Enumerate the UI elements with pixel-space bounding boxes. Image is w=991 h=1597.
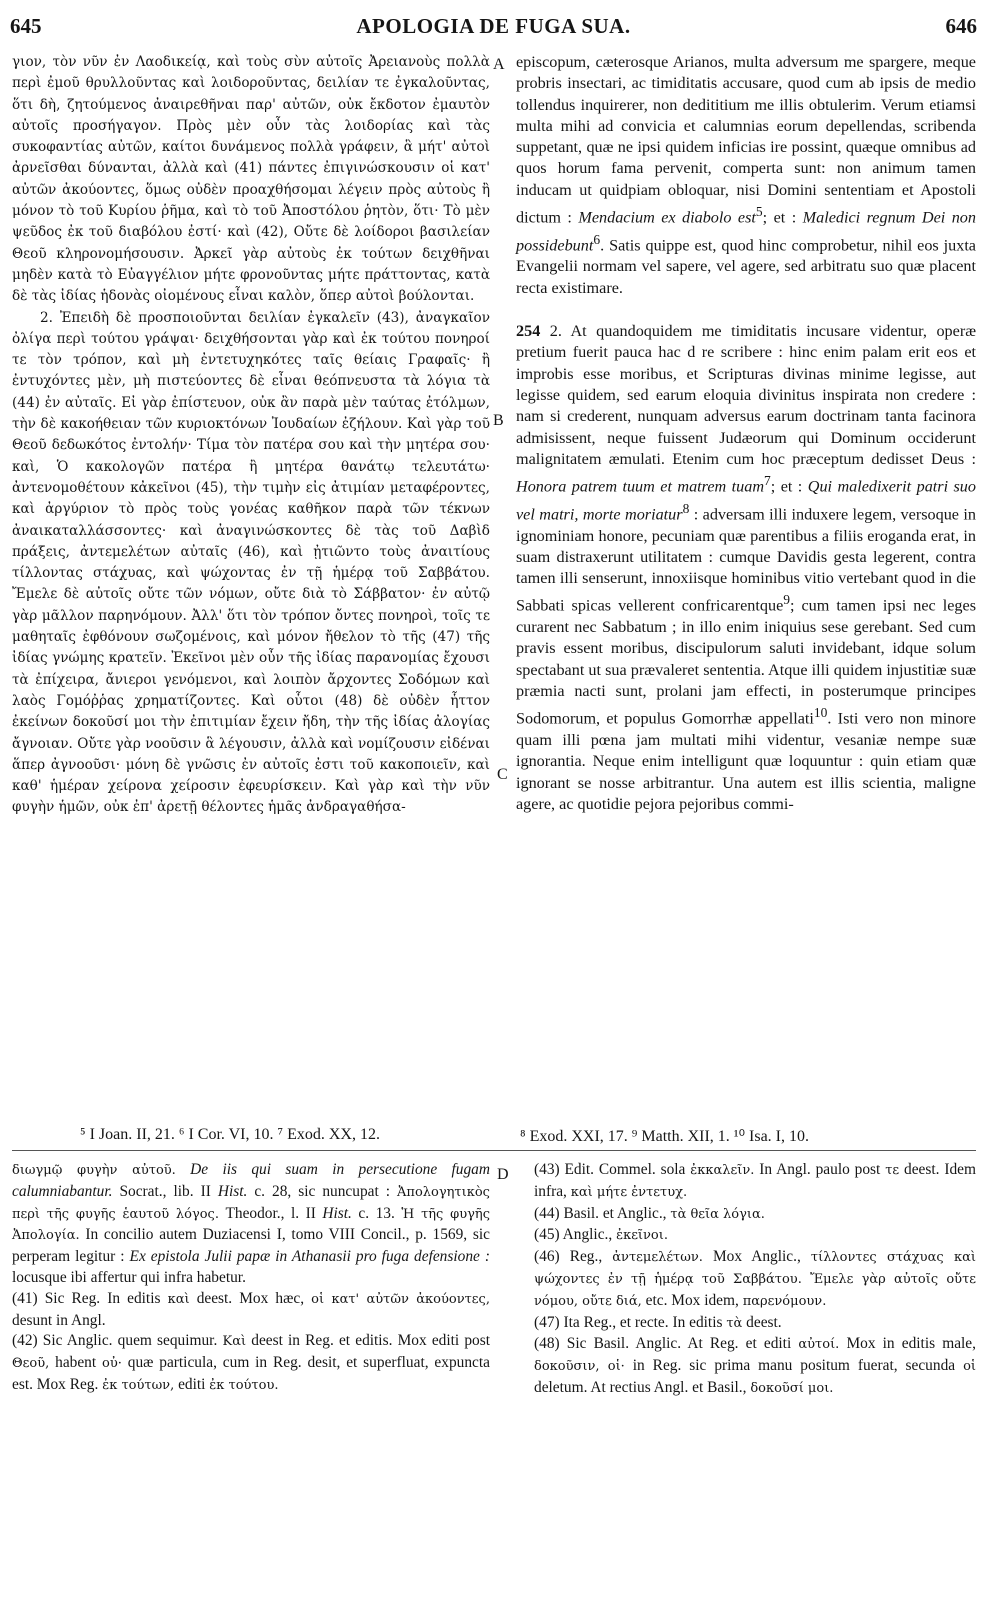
note-48 (534, 1334, 976, 1399)
note-text: locusque ibi affertur qui infra habetur. (12, 1268, 246, 1286)
greek-fragment: οὐ· (102, 1356, 122, 1372)
note-text: (42) Sic Anglic. quem sequimur. (12, 1332, 218, 1350)
greek-fragment: τὰ θεῖα λόγια. (670, 1206, 765, 1222)
note-text: (48) Sic Basil. Anglic. At Reg. et editi (534, 1335, 792, 1353)
greek-fragment: Θεοῦ, (12, 1356, 50, 1372)
footnote-ref: 5 (755, 204, 763, 220)
greek-paragraph-1: γιον, τὸν νῦν ἐν Λαοδικείᾳ, καὶ τοὺς σὺν αὐτοῖς Ἀρειανοὺς πολλὰ περὶ ἐμοῦ θρυλλοῦντας καὶ λοιδοροῦντας, δειλίαν τε ἐγκαλοῦντας, ὅτι δὴ, ζητούμενος ἀναιρεθῆναι παρ' αὐτῶν, οὐκ ἔκδοτον ἐμαυτὸν αὐτοῖς προσήγαγον. Πρὸς μὲν οὖν τὰς λοιδορίας καὶ τὰς συκοφαντίας αὐτῶν, καίτοι δυνάμενος πολλὰ γράφειν, ἃ μήτ' αὐτοὶ ἀρνεῖσθαι δύνανται, ἀλλὰ καὶ (41) πάντες ἐπιγινώσκουσιν οἱ κατ' αὐτῶν ἀκούοντες, ὅμως οὐδὲν προαχθήσομαι λέγειν πρὸς αὐτοὺς ἢ μόνον τὸ τοῦ Κυρίου ῥῆμα, καὶ τὸ τοῦ Ἀποστόλου ῥητὸν, ὅτι· Τὸ μὲν ψεῦδος ἐκ τοῦ διαβόλου ἐστί· καὶ (42), Οὔτε δὲ λοίδοροι βασιλείαν Θεοῦ κληρονομήσουσιν. Ἀρκεῖ γὰρ αὐτοὺς ἐκ τούτων δειχθῆναι μηδὲν κατὰ τὸ Εὐαγγέλιον μήτε φρονοῦντας μήτε πράττοντας, κατὰ δὲ τὰς ἰδίας ἡδονὰς οἰομένους εἶναι καλὸν, ὅπερ αὐτοὶ βούλονται. (12, 54, 490, 305)
greek-fragment: δοκοῦσιν, οἱ· (534, 1359, 625, 1375)
margin-letter-d: D (497, 1166, 509, 1183)
note-text: c. 28, sic nuncupat : (254, 1182, 391, 1200)
greek-fragment: Καὶ (222, 1334, 247, 1350)
greek-fragment: τίλλοντες στάχυας καὶ ψώχοντες ἐν τῇ ἡμέρᾳ τοῦ Σαββάτου. Ἔμελε γὰρ αὐτοῖς οὔτε νόμου, οὔτε διά, (534, 1250, 976, 1309)
note-text: in Reg. sic prima manu positum fuerat, secunda (632, 1357, 956, 1375)
footnote-ref: 7 (764, 473, 771, 489)
footnote-ref: 8 (682, 500, 690, 516)
notes-right-column (534, 1160, 976, 1400)
note-text: deest in Reg. et editis. Mox editi post (251, 1332, 490, 1350)
note-46 (534, 1247, 976, 1312)
page-number-right: 646 (945, 14, 977, 38)
note-title (12, 1160, 490, 1289)
greek-fragment: Ἡ τῆς φυγῆς Ἀπολογία. (12, 1206, 490, 1244)
running-title: APOLOGIA DE FUGA SUA. (356, 14, 631, 38)
latin-text: ; et : (770, 477, 803, 496)
note-text: (46) Reg., (534, 1248, 603, 1266)
greek-fragment: καὶ (167, 1291, 190, 1307)
note-text: Mox Anglic., (712, 1248, 801, 1266)
margin-letter-a: A (493, 56, 505, 73)
note-text: deest. (746, 1313, 782, 1331)
greek-text-column (12, 52, 490, 819)
note-text: quæ particula, cum in Reg. desit, et superfluat, expuncta est. Mox Reg. (12, 1354, 490, 1393)
greek-fragment: τὰ (726, 1315, 743, 1331)
footnote-ref: 9 (783, 592, 791, 608)
greek-fragment: ἐκ τούτων, (102, 1377, 175, 1393)
latin-text: . Satis quippe est, quod hinc comprobetur, nihil eos juxta Evangelii normam vel sapere, vel agere, sed arbitratu suo quæ placent recta existimare. (516, 236, 976, 297)
note-47 (534, 1313, 976, 1335)
latin-text: ; et : (762, 208, 797, 227)
note-text: (43) Edit. Commel. sola (534, 1161, 686, 1178)
margin-letter-c: C (497, 766, 508, 783)
note-text: habent (55, 1354, 97, 1372)
latin-text: 2. At quandoquidem me timiditatis incusare videntur, operæ pretium fuerit pauca hac d re scribere : hinc enim palam erit eos et improbis esse moribus, et Scripturas divinas minime legisse, aut legisse quidem, sed earum eloquia divinitus inspirata non credere : nam si crederent, nunquam adversus earum doctrinam tanta facinora admisissent, neque fuissent Judæorum qui Dominum occiderunt malignitatem æmulati. Etenim cum hoc præceptum dedisset Deus : (516, 322, 977, 468)
note-text: c. 13. (358, 1204, 395, 1222)
latin-text-column (516, 52, 976, 815)
latin-quote: Mendacium ex diabolo est (578, 208, 756, 227)
latin-text: episcopum, cæterosque Arianos, multa adversum me spargere, meque probris insectari, ac timiditatis accusare, quod cum ab ipsis de medio tollendus inquirerer, non dedititium me illis obtulerim. Verum etiamsi multa mihi ad convicia et calumnias eorum depellendas, scribenda suppetant, quæ ne ipsi quidem inficias ire possint, quæque omnibus ad quos horum fama pervenit, comperta sunt: non animum tamen inducam ut quidpiam obloquar, nisi Domini sententiam et Apostoli dictum : (516, 53, 976, 227)
note-text: etc. Mox idem, (645, 1291, 739, 1309)
note-text: In Angl. paulo post (759, 1161, 881, 1178)
note-italic: Hist. (322, 1204, 352, 1222)
greek-fragment: ἐκ τούτου. (209, 1377, 279, 1393)
note-italic: Ex epistola Julii papæ in Athanasii pro fuga defensione : (129, 1248, 490, 1266)
note-text: (41) Sic Reg. In editis (12, 1289, 161, 1307)
latin-text: . Isti vero non minore quam illi pœna jam multati mihi videntur, vesaniæ nempe suæ ignorantia. Neque enim intelligunt quæ loquuntur : quin etiam quæ ignorant se nosse arbitrantur. Una autem est illis scientia, maligne agere, ac quotidie pejora pejoribus commi- (516, 709, 976, 813)
note-text: (45) Anglic., (534, 1226, 613, 1244)
note-text: deletum. At rectius Angl. et Basil., (534, 1378, 747, 1396)
margin-letter-b: B (493, 412, 504, 429)
latin-text: : adversam illi induxere legem, versoque in ignominiam honore, pecuniam quæ parentibus a filiis eroganda erat, in suam distraxerunt utilitatem : cumque Davidis gesta legerent, contra tamen illi senserunt, innoxiisque hominibus vitio vertebant quod in die Sabbati spicas vellerent confricarentque (516, 505, 976, 615)
greek-fragment: οἱ (963, 1359, 976, 1375)
notes-left-column (12, 1160, 490, 1397)
greek-fragment: οἱ κατ' αὐτῶν ἀκούοντες, (311, 1291, 490, 1307)
note-italic: De iis qui suam in persecutione fugam calumniabantur. (12, 1161, 490, 1200)
greek-fragment: Ἀπολογητικὸς περὶ τῆς φυγῆς ἑαυτοῦ λόγος. (12, 1184, 490, 1222)
note-42 (12, 1331, 490, 1396)
note-text: deest. Mox hæc, (196, 1289, 305, 1307)
page-number-left: 645 (10, 14, 42, 38)
latin-quote: Maledici regnum Dei non possidebunt (516, 208, 976, 255)
note-text: Theodor., l. II (225, 1204, 316, 1222)
scripture-references-right: ⁸ Exod. XXI, 17. ⁹ Matth. XII, 1. ¹⁰ Isa. I, 10. (520, 1128, 809, 1145)
greek-fragment: διωγμῷ φυγὴν αὐτοῦ. (12, 1163, 176, 1178)
footnote-ref: 6 (593, 231, 601, 247)
latin-quote: Qui maledixerit patri suo vel matri, morte moriatur (516, 477, 976, 524)
section-number: 254 (516, 322, 541, 341)
note-45 (534, 1225, 976, 1247)
greek-fragment: ἐκκαλεῖν. (690, 1163, 755, 1178)
note-text: (44) Basil. et Anglic., (534, 1204, 667, 1222)
note-text: deest. Idem infra, (534, 1161, 976, 1200)
note-text: editi (178, 1375, 206, 1393)
latin-paragraph-1 (516, 52, 976, 299)
note-text: (47) Ita Reg., et recte. In editis (534, 1313, 723, 1331)
note-44 (534, 1204, 976, 1226)
greek-fragment: αὐτοί. (798, 1337, 840, 1353)
note-text: In concilio autem Duziacensi I, tomo VIII Concil., p. 1569, sic perperam legitur : (12, 1226, 490, 1266)
latin-text: ; cum tamen ipsi nec leges curarent nec Sabbatum ; in illo enim iniquius sese gerebant. Sed cum pravis essent moribus, discipulorum saluti invidebant, idque solum spectabant ut sua prævaleret sententia. Atque illi quidem injustitiæ suæ præmia nacti sunt, prolani jam effecti, in posterumque principes Sodomorum, et populus Gomorrhæ appellati (516, 596, 976, 728)
footnote-ref: 10 (813, 705, 828, 721)
greek-fragment: ἐκεῖνοι. (616, 1228, 668, 1244)
greek-fragment: ἀντεμελέτων. (612, 1250, 703, 1266)
latin-paragraph-2 (516, 321, 976, 815)
greek-fragment: τε (885, 1163, 900, 1178)
page-header (10, 14, 977, 44)
note-italic: Hist. (217, 1182, 248, 1200)
latin-quote: Honora patrem tuum et matrem tuam (516, 477, 765, 496)
scripture-references-left: ⁵ I Joan. II, 21. ⁶ I Cor. VI, 10. ⁷ Exod. XX, 12. (80, 1126, 380, 1143)
note-text: desunt in Angl. (12, 1311, 106, 1329)
note-43 (534, 1160, 976, 1204)
greek-fragment: παρενόμουν. (742, 1293, 827, 1309)
footnote-divider (12, 1150, 976, 1151)
greek-paragraph-2: 2. Ἐπειδὴ δὲ προσποιοῦνται δειλίαν ἐγκαλεῖν (43), ἀναγκαῖον ὀλίγα περὶ τούτου γράψαι· δειχθήσονται γὰρ καὶ ἐκ τούτου πονηροί τε τὸν τρόπον, καὶ μὴ ἐντετυχηκότες ταῖς θείαις Γραφαῖς· ἢ ἐντυχόντες μὲν, μὴ πιστεύοντες δὲ εἶναι θεόπνευστα τὰ λόγια τὰ (44) ἐν αὐταῖς. Εἰ γὰρ ἐπίστευον, οὐκ ἂν παρὰ μὲν ταύτας ἐτόλμων, τὴν δὲ κακοήθειαν τῶν κυριοκτόνων Ἰουδαίων ἐζήλουν. Καὶ γὰρ τοῦ Θεοῦ δεδωκότος ἐντολήν· Τίμα τὸν πατέρα σου καὶ τὴν μητέρα σου· καὶ, Ὁ κακολογῶν πατέρα ἢ μητέρα θανάτῳ τελευτάτω· ἀντενομοθέτουν κἀκεῖνοι (45), τὴν τιμὴν εἰς ἀτιμίαν μεταφέροντες, καὶ ἀργύριον τὸ πρὸς τοὺς γονέας καθῆκον παρὰ τῶν τέκνων ἀναικαταλλάσσοντες· καὶ ἀναγινώσκοντες δὲ τὰς τοῦ Δαβὶδ πράξεις, ἀντεμελέτων αὐταῖς (46), καὶ ᾐτιῶντο τοὺς ἀναιτίους τίλλοντας στάχυας, καὶ ψώχοντας ἐν τῇ ἡμέρᾳ τοῦ Σαββάτου. Ἔμελε δὲ αὐτοῖς οὔτε τῶν νόμων, οὔτε διὰ τὸ Σάββατον· ἐν αὐτῷ γὰρ μᾶλλον παρηνόμουν. Ἀλλ' ὅτι τὸν τρόπον ὄντες πονηροὶ, τοῖς τε μαθηταῖς ἐφθόνουν σωζομένοις, καὶ μόνον ἤθελον τὸ τῆς (47) τῆς ἰδίας γνώμης κρατεῖν. Ἐκεῖνοι μὲν οὖν τῆς ἰδίας παρανομίας ἔχουσι τὰ ἐπίχειρα, ἄνιεροι γενόμενοι, καὶ λοιπὸν ἄρχοντες Σοδόμων καὶ λαὸς Γομόῤῥας χρηματίζοντες. Καὶ οὗτοι (48) δὲ οὐδὲν ἧττον ἐκείνων δοκοῦσί μοι τὴν ἐπιτιμίαν ἔχειν ἤδη, τὴν τῆς ἰδίας ἀλογίας ἄγνοιαν. Οὔτε γὰρ νοοῦσιν ἃ λέγουσιν, ἀλλὰ καὶ νομίζουσιν εἰδέναι ἅπερ ἀγνοοῦσι· μόνη δὲ γνῶσις ἐν αὐτοῖς ἐστι τοῦ κακοποιεῖν, καὶ καθ' ἡμέραν χείρονα χείροσιν ἐφευρίσκειν. Καὶ γὰρ καὶ τὴν νῦν φυγὴν ἡμῶν, οὐκ ἐπ' ἀρετῇ θέλοντες ἡμᾶς ἀνδραγαθήσα- (12, 309, 490, 816)
greek-fragment: καὶ μήτε ἐντετυχ. (570, 1184, 688, 1200)
note-41 (12, 1289, 490, 1332)
note-text: Socrat., lib. II (119, 1182, 211, 1200)
greek-fragment: δοκοῦσί μοι. (750, 1380, 834, 1396)
note-text: Mox in editis male, (846, 1335, 976, 1353)
